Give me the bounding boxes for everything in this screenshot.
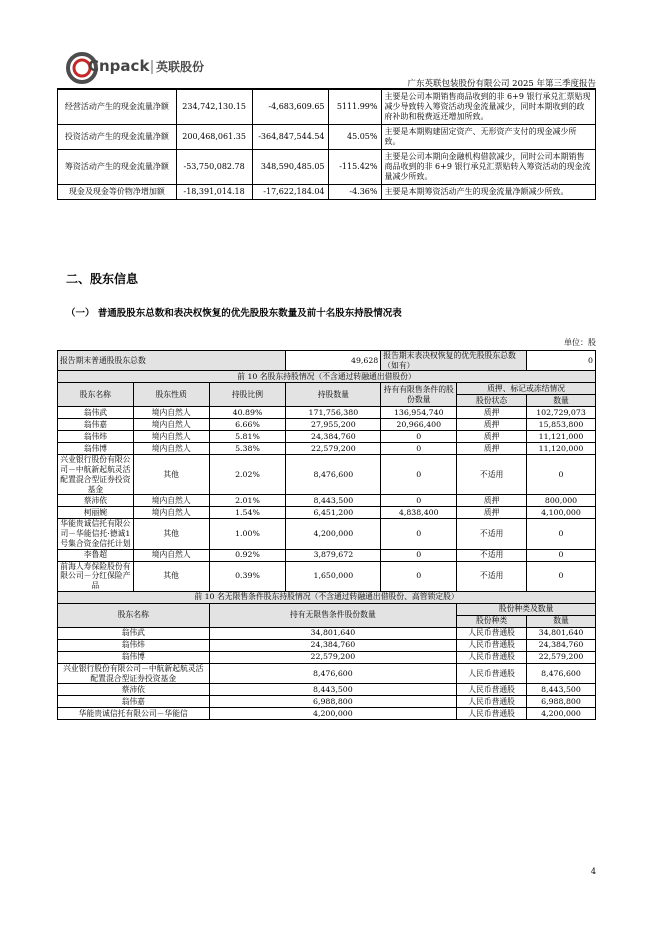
holder-restricted: 0 (381, 495, 457, 507)
holder-nature: 境内自然人 (133, 431, 209, 443)
common-holders-value: 49,628 (286, 351, 381, 371)
holder-restricted: 0 (381, 519, 457, 549)
holder-count: 0 (527, 549, 596, 561)
holder-ratio: 5.38% (209, 443, 286, 455)
unrestricted-name: 兴业银行股份有限公司－中航新起航灵活配置混合型证券投资基金 (58, 663, 210, 683)
holder-status: 不适用 (457, 455, 527, 495)
table-row (58, 431, 596, 443)
unrestricted-count: 24,384,760 (527, 639, 596, 651)
unrestricted-qty: 8,443,500 (209, 684, 457, 696)
holder-qty: 6,451,200 (286, 507, 381, 519)
table-row (58, 455, 596, 495)
cashflow-change: -115.42% (328, 150, 381, 185)
cashflow-item: 筹资活动产生的现金流量净额 (58, 150, 177, 185)
th-qty: 持股数量 (286, 383, 381, 407)
uth-name: 股东名称 (58, 603, 210, 627)
unrestricted-name: 华能贵诚信托有限公司－华能信 (58, 708, 210, 720)
holder-restricted: 0 (381, 549, 457, 561)
holder-ratio: 40.89% (209, 407, 286, 419)
holder-restricted: 0 (381, 455, 457, 495)
holder-qty: 1,650,000 (286, 561, 381, 591)
table-row (58, 627, 596, 639)
cashflow-change: 45.05% (328, 125, 381, 150)
report-title: 广东英联包装股份有限公司 2025 年第三季度报告 (407, 79, 596, 89)
cashflow-reason: 主要是公司本期销售商品收到的非 6+9 银行承兑汇票贴现减少导致转入筹资活动现金流量减少，同时本期收到的政府补助和税费返还增加所致。 (381, 90, 596, 125)
holder-count: 11,120,000 (527, 443, 596, 455)
th-restricted: 持有有限售条件的股份数量 (381, 383, 457, 407)
holder-count: 0 (527, 561, 596, 591)
th-pledge-group: 质押、标记或冻结情况 (457, 383, 596, 395)
holder-count: 11,121,000 (527, 431, 596, 443)
unrestricted-header-row (58, 603, 596, 615)
uth-count: 数量 (527, 615, 596, 627)
unrestricted-count: 6,988,800 (527, 696, 596, 708)
holder-nature: 境内自然人 (133, 443, 209, 455)
holder-qty: 171,756,380 (286, 407, 381, 419)
summary-row (58, 351, 596, 371)
unrestricted-count: 8,476,600 (527, 663, 596, 683)
unrestricted-qty: 34,801,640 (209, 627, 457, 639)
holder-qty: 8,443,500 (286, 495, 381, 507)
holder-nature: 境内自然人 (133, 495, 209, 507)
logo-cn-text: 英联股份 (156, 60, 205, 74)
unrestricted-name: 翁伟武 (58, 627, 210, 639)
holder-count: 800,000 (527, 495, 596, 507)
unrestricted-qty: 6,988,800 (209, 696, 457, 708)
table-row (58, 507, 596, 519)
holder-nature: 其他 (133, 455, 209, 495)
unrestricted-name: 翁伟嘉 (58, 696, 210, 708)
unrestricted-type: 人民币普通股 (457, 651, 527, 663)
logo-text: Cnpack (88, 57, 150, 75)
cashflow-previous: -364,847,544.54 (252, 125, 328, 150)
unrestricted-body (58, 627, 596, 719)
common-holders-label: 报告期末普通股股东总数 (58, 351, 286, 371)
unrestricted-qty: 8,476,600 (209, 663, 457, 683)
holder-status: 质押 (457, 419, 527, 431)
unrestricted-count: 34,801,640 (527, 627, 596, 639)
table-row (58, 185, 596, 200)
holder-ratio: 6.66% (209, 419, 286, 431)
section-title: 二、股东信息 (66, 272, 139, 286)
table-row (58, 519, 596, 549)
holder-ratio: 0.39% (209, 561, 286, 591)
holder-nature: 其他 (133, 561, 209, 591)
holder-count: 4,100,000 (527, 507, 596, 519)
uth-qty: 持有无限售条件股份数量 (209, 603, 457, 627)
holder-status: 质押 (457, 495, 527, 507)
holder-name: 前海人寿保险股份有限公司－分红保险产品 (58, 561, 134, 591)
table-row (58, 150, 596, 185)
cashflow-reason: 主要是公司本期向金融机构借款减少，同时公司本期销售商品收到的非 6+9 银行承兑汇票贴转入筹资活动的现金流量减少所致。 (381, 150, 596, 185)
holder-qty: 4,200,000 (286, 519, 381, 549)
unrestricted-type: 人民币普通股 (457, 639, 527, 651)
holder-status: 不适用 (457, 561, 527, 591)
holder-name: 翁伟博 (58, 443, 134, 455)
cashflow-change: 5111.99% (328, 90, 381, 125)
uth-type: 股份种类 (457, 615, 527, 627)
cashflow-table (57, 89, 596, 200)
unrestricted-type: 人民币普通股 (457, 708, 527, 720)
holder-name: 翁伟嘉 (58, 419, 134, 431)
unrestricted-title: 前 10 名无限售条件股东持股情况（不含通过转融通出借股份、高管锁定股） (58, 591, 596, 603)
holder-name: 华能贵诚信托有限公司－华能信托·德诚1号集合资金信托计划 (58, 519, 134, 549)
cashflow-current: -53,750,082.78 (176, 150, 252, 185)
unrestricted-name: 蔡沛依 (58, 684, 210, 696)
holder-name: 柯丽婉 (58, 507, 134, 519)
cashflow-change: -4.36% (328, 185, 381, 200)
cashflow-item: 投资活动产生的现金流量净额 (58, 125, 177, 150)
holder-count: 102,729,073 (527, 407, 596, 419)
pref-holders-label: 报告期末表决权恢复的优先股股东总数（如有） (381, 351, 527, 371)
holder-count: 0 (527, 519, 596, 549)
holder-nature: 境内自然人 (133, 407, 209, 419)
cashflow-item: 现金及现金等价物净增加额 (58, 185, 177, 200)
holder-ratio: 5.81% (209, 431, 286, 443)
th-nature: 股东性质 (133, 383, 209, 407)
table-row (58, 443, 596, 455)
subsection-title: （一） 普通股股东总数和表决权恢复的优先股股东数量及前十名股东持股情况表 (66, 308, 402, 319)
holder-status: 质押 (457, 443, 527, 455)
unrestricted-name: 翁伟炜 (58, 639, 210, 651)
holder-name: 翁伟武 (58, 407, 134, 419)
holder-qty: 8,476,600 (286, 455, 381, 495)
unrestricted-type: 人民币普通股 (457, 696, 527, 708)
unrestricted-name: 翁伟博 (58, 651, 210, 663)
holder-nature: 境内自然人 (133, 419, 209, 431)
table-row (58, 561, 596, 591)
th-name: 股东名称 (58, 383, 134, 407)
holder-name: 翁伟炜 (58, 431, 134, 443)
th-ratio: 持股比例 (209, 383, 286, 407)
holder-name: 李鲁超 (58, 549, 134, 561)
holder-ratio: 2.02% (209, 455, 286, 495)
unrestricted-qty: 4,200,000 (209, 708, 457, 720)
holder-name: 蔡沛依 (58, 495, 134, 507)
cashflow-reason: 主要是本期购建固定资产、无形资产支付的现金减少所致。 (381, 125, 596, 150)
top10-title-row (58, 371, 596, 383)
unrestricted-title-row (58, 591, 596, 603)
holder-restricted: 0 (381, 561, 457, 591)
holder-ratio: 1.00% (209, 519, 286, 549)
uth-type-group: 股份种类及数量 (457, 603, 596, 615)
pref-holders-value: 0 (527, 351, 596, 371)
holder-status: 不适用 (457, 519, 527, 549)
table-row (58, 639, 596, 651)
holder-status: 不适用 (457, 549, 527, 561)
holder-status: 质押 (457, 431, 527, 443)
cashflow-body (58, 90, 596, 200)
holder-restricted: 136,954,740 (381, 407, 457, 419)
holder-restricted: 20,966,400 (381, 419, 457, 431)
holder-name: 兴业银行股份有限公司－中航新起航灵活配置混合型证券投资基金 (58, 455, 134, 495)
unrestricted-count: 22,579,200 (527, 651, 596, 663)
table-row (58, 407, 596, 419)
table-row (58, 708, 596, 720)
holder-qty: 24,384,760 (286, 431, 381, 443)
table-row (58, 495, 596, 507)
unit-label: 单位：股 (564, 338, 596, 347)
cashflow-previous: -17,622,184.04 (252, 185, 328, 200)
top10-title: 前 10 名股东持股情况（不含通过转融通出借股份） (58, 371, 596, 383)
unrestricted-type: 人民币普通股 (457, 627, 527, 639)
unrestricted-type: 人民币普通股 (457, 663, 527, 683)
th-count: 数量 (527, 395, 596, 407)
th-status: 股份状态 (457, 395, 527, 407)
cashflow-current: 234,742,130.15 (176, 90, 252, 125)
holder-count: 0 (527, 455, 596, 495)
table-row (58, 684, 596, 696)
holder-qty: 3,879,672 (286, 549, 381, 561)
holder-ratio: 2.01% (209, 495, 286, 507)
holder-nature: 境内自然人 (133, 507, 209, 519)
table-row (58, 419, 596, 431)
table-row (58, 663, 596, 683)
holder-restricted: 0 (381, 443, 457, 455)
unrestricted-qty: 24,384,760 (209, 639, 457, 651)
unrestricted-count: 4,200,000 (527, 708, 596, 720)
cashflow-item: 经营活动产生的现金流量净额 (58, 90, 177, 125)
unrestricted-type: 人民币普通股 (457, 684, 527, 696)
table-row (58, 90, 596, 125)
cashflow-current: -18,391,014.18 (176, 185, 252, 200)
cashflow-previous: 348,590,485.05 (252, 150, 328, 185)
table-row (58, 549, 596, 561)
holder-status: 质押 (457, 507, 527, 519)
table-row (58, 696, 596, 708)
holder-nature: 境内自然人 (133, 549, 209, 561)
top10-header-row (58, 383, 596, 395)
company-logo (64, 44, 224, 88)
holder-qty: 27,955,200 (286, 419, 381, 431)
table-row (58, 125, 596, 150)
page-number: 4 (590, 867, 596, 876)
holder-qty: 22,579,200 (286, 443, 381, 455)
holder-status: 质押 (457, 407, 527, 419)
table-row (58, 651, 596, 663)
unrestricted-count: 8,443,500 (527, 684, 596, 696)
top10-body (58, 407, 596, 591)
holder-ratio: 1.54% (209, 507, 286, 519)
cashflow-current: 200,468,061.35 (176, 125, 252, 150)
cashflow-reason: 主要是本期筹资活动产生的现金流量净额减少所致。 (381, 185, 596, 200)
holder-ratio: 0.92% (209, 549, 286, 561)
holder-nature: 其他 (133, 519, 209, 549)
holder-count: 15,853,800 (527, 419, 596, 431)
holder-restricted: 4,838,400 (381, 507, 457, 519)
unrestricted-qty: 22,579,200 (209, 651, 457, 663)
cashflow-previous: -4,683,609.65 (252, 90, 328, 125)
holder-restricted: 0 (381, 431, 457, 443)
shareholders-table (57, 350, 596, 720)
